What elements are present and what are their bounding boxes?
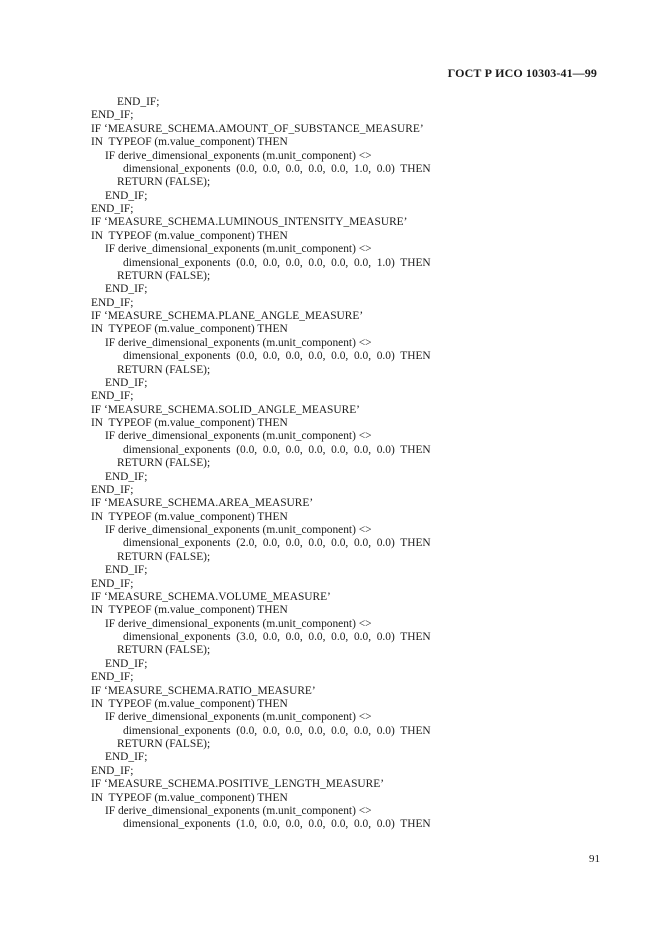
- code-line: RETURN (FALSE);: [117, 738, 211, 750]
- code-line: IF ‘MEASURE_SCHEMA.AMOUNT_OF_SUBSTANCE_MEASURE’: [91, 122, 424, 135]
- code-line: IF ‘MEASURE_SCHEMA.LUMINOUS_INTENSITY_MEASURE’: [91, 216, 408, 229]
- code-line: IF derive_dimensional_exponents (m.unit_component) <>: [105, 430, 372, 443]
- code-line: END_IF;: [91, 203, 134, 215]
- code-line: END_IF;: [105, 751, 148, 764]
- code-line: IN TYPEOF (m.value_component) THEN: [91, 229, 288, 242]
- code-line: IN TYPEOF (m.value_component) THEN: [91, 136, 288, 149]
- code-line: IN TYPEOF (m.value_component) THEN: [91, 697, 288, 710]
- code-line: IF derive_dimensional_exponents (m.unit_component) <>: [105, 336, 372, 349]
- code-line: IF ‘MEASURE_SCHEMA.VOLUME_MEASURE’: [91, 590, 331, 603]
- code-line: IF ‘MEASURE_SCHEMA.SOLID_ANGLE_MEASURE’: [91, 403, 360, 416]
- standard-header: ГОСТ Р ИСО 10303-41—99: [447, 66, 597, 80]
- code-line: IN TYPEOF (m.value_component) THEN: [91, 510, 288, 523]
- code-line: END_IF;: [91, 483, 134, 496]
- code-line: END_IF;: [91, 296, 134, 309]
- code-line: dimensional_exponents (3.0, 0.0, 0.0, 0.0, 0.0, 0.0, 0.0) THEN: [123, 631, 431, 643]
- code-listing: [91, 96, 591, 832]
- code-line: END_IF;: [105, 564, 148, 577]
- code-line: END_IF;: [105, 470, 148, 483]
- code-line: IN TYPEOF (m.value_component) THEN: [91, 604, 288, 617]
- code-line: RETURN (FALSE);: [117, 176, 211, 189]
- code-line: IF ‘MEASURE_SCHEMA.POSITIVE_LENGTH_MEASURE’: [91, 778, 384, 791]
- code-line: dimensional_exponents (0.0, 0.0, 0.0, 0.0, 0.0, 1.0, 0.0) THEN: [123, 162, 431, 175]
- code-line: END_IF;: [105, 657, 148, 670]
- code-line: IF derive_dimensional_exponents (m.unit_component) <>: [105, 617, 372, 630]
- code-line: dimensional_exponents (2.0, 0.0, 0.0, 0.0, 0.0, 0.0, 0.0) THEN: [123, 537, 431, 550]
- code-line: dimensional_exponents (0.0, 0.0, 0.0, 0.0, 0.0, 0.0, 0.0) THEN: [123, 443, 431, 456]
- code-line: RETURN (FALSE);: [117, 457, 211, 470]
- code-line: dimensional_exponents (0.0, 0.0, 0.0, 0.0, 0.0, 0.0, 0.0) THEN: [123, 350, 431, 363]
- code-line: IF ‘MEASURE_SCHEMA.AREA_MEASURE’: [91, 497, 314, 510]
- code-line: END_IF;: [91, 671, 134, 684]
- code-line: RETURN (FALSE);: [117, 644, 211, 657]
- code-line: IF derive_dimensional_exponents (m.unit_component) <>: [105, 524, 372, 536]
- code-line: IF ‘MEASURE_SCHEMA.RATIO_MEASURE’: [91, 684, 316, 697]
- code-line: END_IF;: [91, 577, 134, 590]
- code-line: IN TYPEOF (m.value_component) THEN: [91, 417, 288, 429]
- code-line: IF derive_dimensional_exponents (m.unit_component) <>: [105, 149, 372, 162]
- code-line: END_IF;: [91, 390, 134, 403]
- code-line: END_IF;: [105, 189, 148, 202]
- code-line: RETURN (FALSE);: [117, 550, 211, 563]
- code-line: RETURN (FALSE);: [117, 269, 211, 282]
- code-line: RETURN (FALSE);: [117, 363, 211, 376]
- code-line: IF derive_dimensional_exponents (m.unit_component) <>: [105, 711, 372, 724]
- code-line: IF ‘MEASURE_SCHEMA.PLANE_ANGLE_MEASURE’: [91, 310, 364, 322]
- code-line: dimensional_exponents (0.0, 0.0, 0.0, 0.0, 0.0, 0.0, 1.0) THEN: [123, 256, 431, 269]
- code-line: dimensional_exponents (0.0, 0.0, 0.0, 0.0, 0.0, 0.0, 0.0) THEN: [123, 724, 431, 737]
- code-line: IN TYPEOF (m.value_component) THEN: [91, 323, 288, 336]
- code-line: IN TYPEOF (m.value_component) THEN: [91, 791, 288, 804]
- code-line: END_IF;: [117, 96, 160, 108]
- code-line: IF derive_dimensional_exponents (m.unit_component) <>: [105, 243, 372, 256]
- code-line: END_IF;: [105, 283, 148, 296]
- code-line: dimensional_exponents (1.0, 0.0, 0.0, 0.0, 0.0, 0.0, 0.0) THEN: [123, 818, 431, 831]
- page-number: 91: [589, 853, 600, 865]
- code-line: END_IF;: [91, 109, 134, 122]
- code-line: END_IF;: [91, 764, 134, 777]
- code-line: END_IF;: [105, 376, 148, 389]
- code-line: IF derive_dimensional_exponents (m.unit_component) <>: [105, 804, 372, 817]
